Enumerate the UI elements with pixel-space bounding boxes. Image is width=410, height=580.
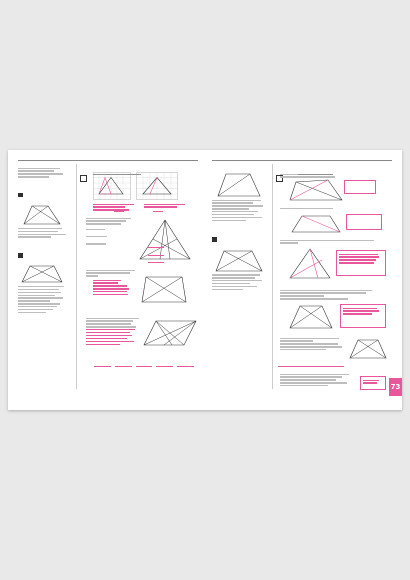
answer-box-1 — [344, 180, 376, 194]
parallelogram-figure — [142, 318, 198, 348]
q1-3-text — [86, 268, 140, 278]
sidebar-figure-2 — [18, 262, 66, 284]
right-column-separator — [272, 164, 273, 389]
q3-5-text — [280, 336, 346, 352]
answer-box-5 — [360, 376, 386, 390]
answer-box-4 — [340, 304, 386, 328]
q1-1-answer-lines — [93, 202, 189, 212]
q1-4-text — [86, 316, 142, 347]
proof-answer-block — [93, 278, 133, 297]
q3-4-text — [280, 288, 380, 301]
right-sidebar-box-label — [212, 237, 217, 242]
left-sidebar — [18, 164, 72, 389]
question-number — [80, 175, 87, 182]
answer-box-2 — [346, 214, 382, 230]
grid-figure-left — [93, 172, 131, 200]
triangle-construction-figure — [286, 246, 334, 282]
answer-box-3 — [336, 250, 386, 276]
right-sidebar — [212, 164, 270, 389]
sidebar-box-label — [18, 193, 23, 198]
sidebar-box-label-2 — [18, 253, 23, 258]
right-sidebar-figure-1 — [212, 170, 266, 198]
sidebar-figure-1 — [18, 202, 66, 226]
right-sidebar-figure-2 — [212, 247, 266, 273]
quadrilateral-figure-1 — [138, 274, 190, 306]
left-header-rule — [18, 160, 198, 161]
page-number-tab: 73 — [389, 378, 402, 396]
q3-3-text — [280, 238, 380, 245]
quadrilateral-figure-2 — [286, 178, 346, 204]
q1-4-answer-row — [94, 364, 194, 368]
q3-2-text — [280, 206, 340, 210]
quadrilateral-figure-3 — [286, 212, 346, 236]
q3-answer-row — [278, 364, 350, 368]
q3-final-text — [280, 372, 360, 388]
left-column-separator — [76, 164, 77, 389]
textbook-spread — [8, 150, 402, 410]
overlapping-triangles-figure — [136, 217, 194, 263]
trapezoid-figure — [286, 302, 336, 332]
right-header-rule — [212, 160, 392, 161]
grid-figure-right — [136, 172, 178, 200]
trapezoid-figure-2 — [346, 336, 390, 362]
q1-2-text — [86, 216, 136, 246]
